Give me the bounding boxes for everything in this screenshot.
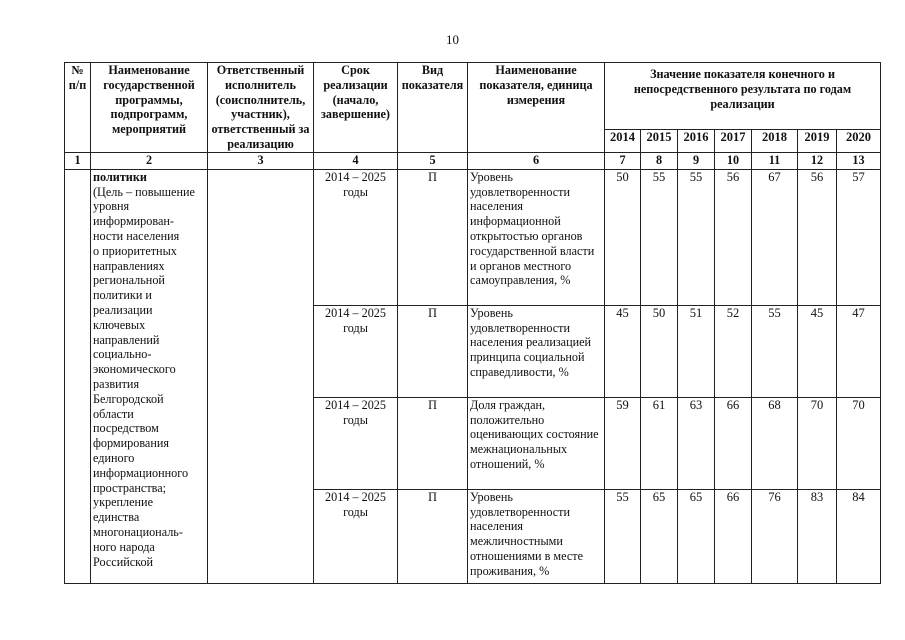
- column-number: 12: [798, 152, 837, 169]
- column-number: 1: [65, 152, 91, 169]
- page-number: 10: [446, 32, 459, 47]
- program-line: региональной: [93, 273, 165, 288]
- program-line: многонациональ-: [93, 524, 183, 539]
- column-number: 7: [605, 152, 641, 169]
- value-cell: 51: [678, 305, 715, 397]
- header-indicator-name: Наименование показателя, единица измерения: [468, 63, 605, 153]
- program-line: уровня: [93, 199, 130, 214]
- program-line: направлений: [93, 332, 160, 347]
- header-number: № п/п: [65, 63, 91, 153]
- column-number: 13: [837, 152, 881, 169]
- header-values-group: Значение показателя конечного и непосредственного результата по годам реализации: [605, 63, 881, 130]
- value-cell: 67: [752, 169, 798, 305]
- value-cell: 83: [798, 489, 837, 583]
- program-line: направлениях: [93, 258, 165, 273]
- period-cell: 2014 – 2025 годы: [314, 305, 398, 397]
- value-cell: 57: [837, 169, 881, 305]
- program-line: ности населения: [93, 228, 180, 243]
- value-cell: 76: [752, 489, 798, 583]
- column-number: 8: [641, 152, 678, 169]
- column-number: 11: [752, 152, 798, 169]
- program-description: [93, 185, 205, 570]
- program-line: пространства;: [93, 480, 167, 495]
- column-number: 2: [91, 152, 208, 169]
- indicator-name-cell: Доля граждан, положительно оценивающих состояние межнациональных отношений, %: [468, 397, 605, 489]
- value-cell: 55: [641, 169, 678, 305]
- column-number: 9: [678, 152, 715, 169]
- program-line: укрепление: [93, 495, 153, 510]
- value-cell: 84: [837, 489, 881, 583]
- program-line: реализации: [93, 302, 153, 317]
- program-line: экономического: [93, 362, 176, 377]
- program-line: о приоритетных: [93, 243, 177, 258]
- value-cell: 70: [798, 397, 837, 489]
- indicator-kind-cell: П: [398, 305, 468, 397]
- program-line: информирован-: [93, 214, 174, 229]
- column-numbering-row: [65, 152, 881, 169]
- header-responsible: Ответственный исполнитель (соисполнитель, участник), ответственный за реализацию: [208, 63, 314, 153]
- indicator-name-cell: Уровень удовлетворенности населения межличностными отношениями в месте проживания, %: [468, 489, 605, 583]
- header-year: 2017: [715, 130, 752, 152]
- program-line: информационного: [93, 465, 189, 480]
- header-indicator-kind: Вид показателя: [398, 63, 468, 153]
- header-row: [65, 63, 881, 130]
- indicators-table: [64, 62, 881, 584]
- value-cell: 55: [752, 305, 798, 397]
- value-cell: 45: [798, 305, 837, 397]
- program-line: (Цель – повышение: [93, 184, 195, 199]
- value-cell: 50: [641, 305, 678, 397]
- value-cell: 61: [641, 397, 678, 489]
- value-cell: 59: [605, 397, 641, 489]
- responsible-cell: [208, 169, 314, 583]
- period-cell: 2014 – 2025 годы: [314, 169, 398, 305]
- program-line: ключевых: [93, 317, 146, 332]
- value-cell: 56: [715, 169, 752, 305]
- value-cell: 52: [715, 305, 752, 397]
- value-cell: 45: [605, 305, 641, 397]
- indicator-kind-cell: П: [398, 169, 468, 305]
- program-line: формирования: [93, 436, 169, 451]
- program-line: области: [93, 406, 134, 421]
- period-cell: 2014 – 2025 годы: [314, 397, 398, 489]
- indicator-kind-cell: П: [398, 397, 468, 489]
- program-line: единого: [93, 450, 135, 465]
- column-number: 4: [314, 152, 398, 169]
- program-line: политики и: [93, 288, 152, 303]
- column-number: 10: [715, 152, 752, 169]
- program-line: Российской: [93, 554, 154, 569]
- program-line: ного народа: [93, 539, 155, 554]
- value-cell: 68: [752, 397, 798, 489]
- period-cell: 2014 – 2025 годы: [314, 489, 398, 583]
- value-cell: 66: [715, 489, 752, 583]
- column-number: 3: [208, 152, 314, 169]
- value-cell: 65: [678, 489, 715, 583]
- column-number: 6: [468, 152, 605, 169]
- value-cell: 55: [605, 489, 641, 583]
- indicator-name-cell: Уровень удовлетворенности населения реализацией принципа социальной справедливости, %: [468, 305, 605, 397]
- program-title: политики: [93, 169, 147, 184]
- header-year: 2016: [678, 130, 715, 152]
- value-cell: 63: [678, 397, 715, 489]
- number-cell: [65, 169, 91, 583]
- value-cell: 70: [837, 397, 881, 489]
- program-name-cell: [91, 169, 208, 583]
- indicator-kind-cell: П: [398, 489, 468, 583]
- indicator-name-cell: Уровень удовлетворенности населения информационной открытостью органов государственной власти и органов местного самоуправления, %: [468, 169, 605, 305]
- header-period: Срок реализации (начало, завершение): [314, 63, 398, 153]
- header-year: 2014: [605, 130, 641, 152]
- table-row: [65, 169, 881, 305]
- header-program-name: Наименование государственной программы, подпрограмм, мероприятий: [91, 63, 208, 153]
- value-cell: 56: [798, 169, 837, 305]
- value-cell: 66: [715, 397, 752, 489]
- value-cell: 65: [641, 489, 678, 583]
- program-line: посредством: [93, 421, 159, 436]
- header-year: 2015: [641, 130, 678, 152]
- program-line: единства: [93, 510, 140, 525]
- value-cell: 50: [605, 169, 641, 305]
- program-line: Белгородской: [93, 391, 164, 406]
- program-line: социально-: [93, 347, 152, 362]
- header-year: 2019: [798, 130, 837, 152]
- value-cell: 47: [837, 305, 881, 397]
- header-year: 2018: [752, 130, 798, 152]
- value-cell: 55: [678, 169, 715, 305]
- column-number: 5: [398, 152, 468, 169]
- header-year: 2020: [837, 130, 881, 152]
- program-line: развития: [93, 376, 140, 391]
